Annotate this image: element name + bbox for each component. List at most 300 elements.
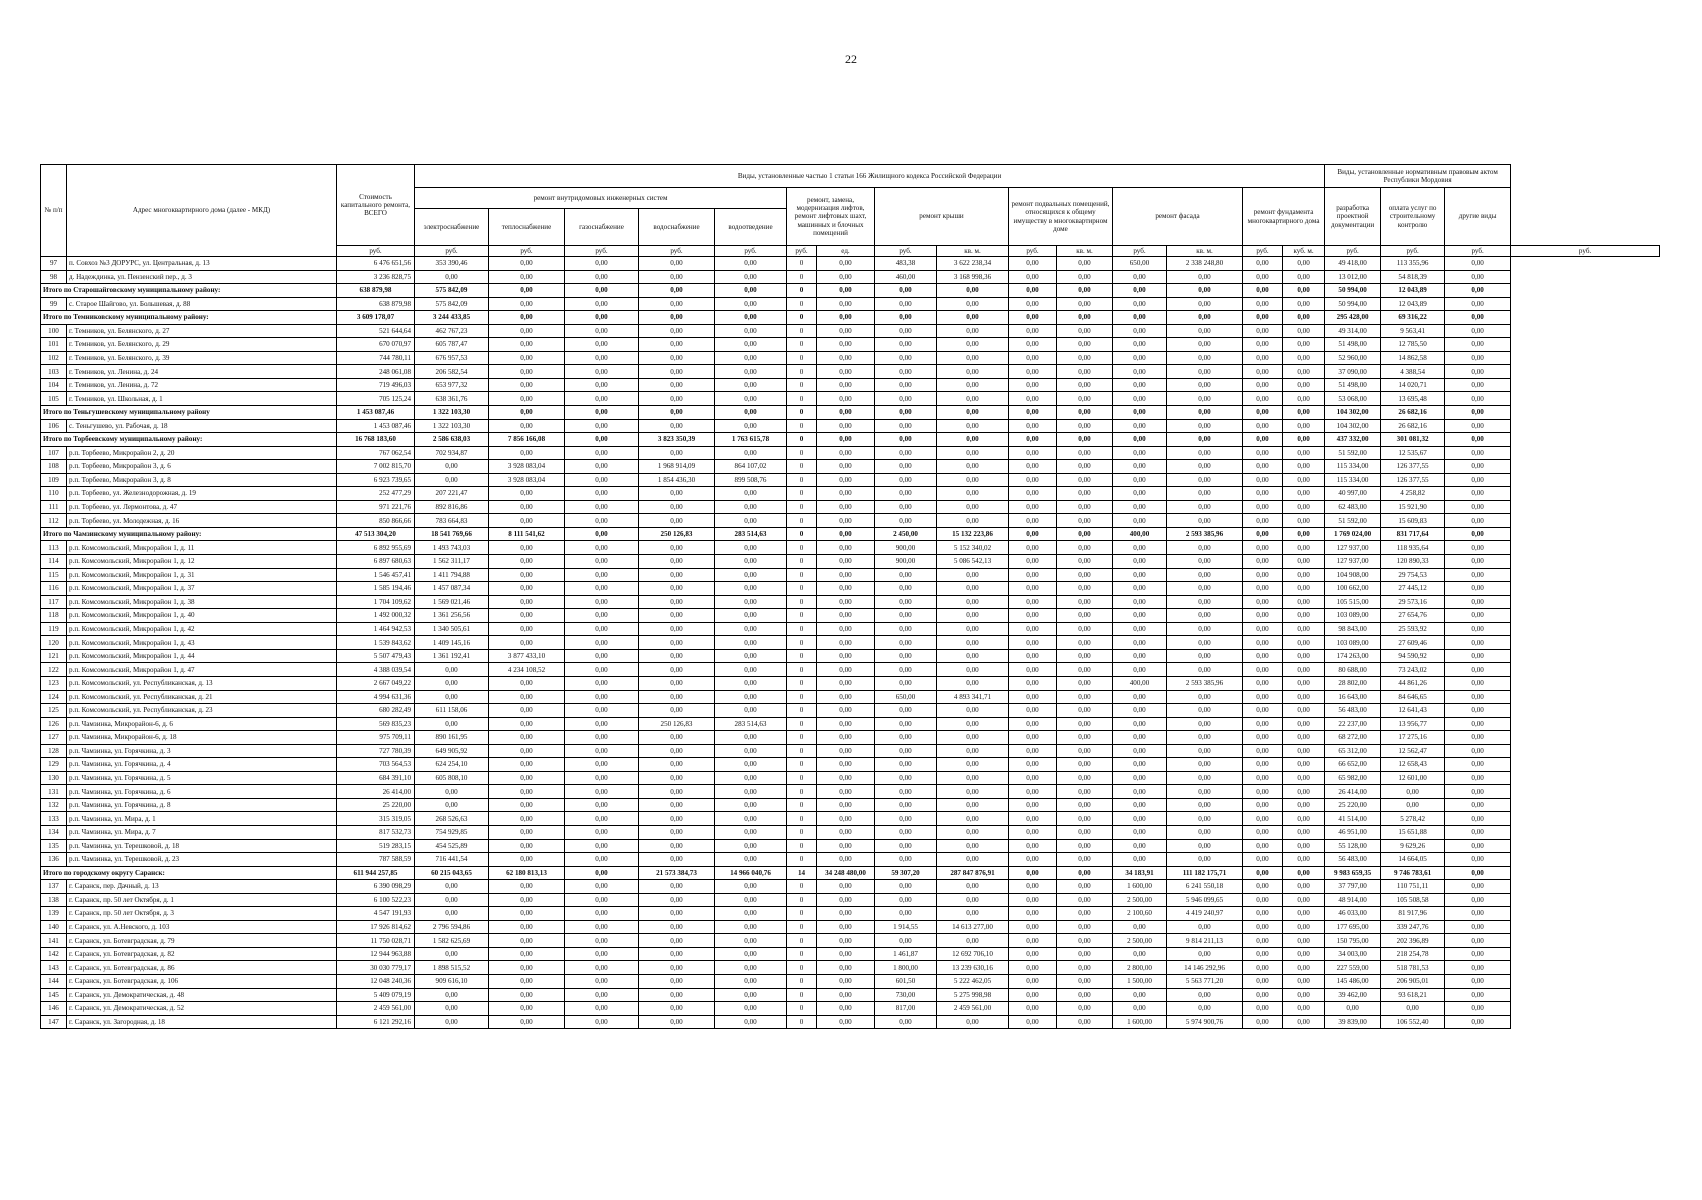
subtotal-value: 638 879,98 xyxy=(337,284,415,298)
subtotal-value: 8 111 541,62 xyxy=(489,527,565,541)
row-value: 14 020,71 xyxy=(1381,378,1445,392)
unit-label: руб. xyxy=(489,246,565,257)
row-value: 0,00 xyxy=(1243,351,1283,365)
row-address: р.п. Комсомольский, ул. Республиканская, д. 21 xyxy=(67,690,337,704)
row-cost-total: 2 667 049,22 xyxy=(337,676,415,690)
row-value: 1 409 145,16 xyxy=(415,636,489,650)
row-value: 0,00 xyxy=(1167,622,1243,636)
subtotal-value: 295 428,00 xyxy=(1325,311,1381,325)
row-value: 0,00 xyxy=(489,1015,565,1029)
subtotal-value: 0,00 xyxy=(937,284,1009,298)
subtotal-value: 0,00 xyxy=(1283,406,1325,420)
row-value: 0,00 xyxy=(1283,392,1325,406)
sewer-header: водоотведение xyxy=(715,209,787,246)
row-value: 0,00 xyxy=(1243,338,1283,352)
row-value: 0,00 xyxy=(937,839,1009,853)
row-value: 3 622 238,34 xyxy=(937,257,1009,271)
table-row xyxy=(41,365,1660,379)
row-cost-total: 7 002 815,70 xyxy=(337,460,415,474)
row-number: 124 xyxy=(41,690,67,704)
row-value: 13 695,48 xyxy=(1381,392,1445,406)
subtotal-value: 7 856 166,08 xyxy=(489,433,565,447)
row-value: 0,00 xyxy=(1167,541,1243,555)
row-value: 0,00 xyxy=(937,351,1009,365)
row-address: г. Саранск, ул. Ботевградская, д. 82 xyxy=(67,947,337,961)
row-value: 0,00 xyxy=(489,622,565,636)
subtotal-value: 0,00 xyxy=(1243,433,1283,447)
unit-label: кв. м. xyxy=(1057,246,1113,257)
row-value: 702 934,87 xyxy=(415,446,489,460)
row-number: 147 xyxy=(41,1015,67,1029)
row-value: 0,00 xyxy=(1243,324,1283,338)
row-value: 611 158,06 xyxy=(415,704,489,718)
row-value: 104 302,00 xyxy=(1325,419,1381,433)
row-number: 135 xyxy=(41,839,67,853)
gas-header: газоснабжение xyxy=(565,209,639,246)
row-value: 12 535,67 xyxy=(1381,446,1445,460)
row-value: 0,00 xyxy=(565,460,639,474)
row-value: 0 xyxy=(787,541,817,555)
row-value: 0,00 xyxy=(1243,663,1283,677)
row-value: 0,00 xyxy=(1113,270,1167,284)
row-value: 0,00 xyxy=(817,500,875,514)
row-value: 0,00 xyxy=(875,676,937,690)
table-row xyxy=(41,825,1660,839)
row-value: 49 314,00 xyxy=(1325,324,1381,338)
row-value: 29 573,16 xyxy=(1381,595,1445,609)
row-cost-total: 2 459 561,00 xyxy=(337,1002,415,1016)
row-value: 624 254,10 xyxy=(415,758,489,772)
subtotal-value: 287 847 876,91 xyxy=(937,866,1009,880)
row-value: 0,00 xyxy=(1445,324,1511,338)
row-cost-total: 850 866,66 xyxy=(337,514,415,528)
row-value: 483,38 xyxy=(875,257,937,271)
water-header: водоснабжение xyxy=(639,209,715,246)
row-value: 12 692 706,10 xyxy=(937,947,1009,961)
row-value: 0,00 xyxy=(1243,717,1283,731)
row-value: 0,00 xyxy=(937,1015,1009,1029)
row-value: 0,00 xyxy=(1283,338,1325,352)
row-value: 0,00 xyxy=(715,392,787,406)
row-value: 0,00 xyxy=(875,771,937,785)
row-value: 0,00 xyxy=(1009,812,1057,826)
row-value: 605 787,47 xyxy=(415,338,489,352)
design-header: разработка проектной документации xyxy=(1325,188,1381,246)
row-value: 0 xyxy=(787,500,817,514)
row-value: 0,00 xyxy=(1243,419,1283,433)
row-value: 0,00 xyxy=(565,473,639,487)
row-cost-total: 6 892 955,69 xyxy=(337,541,415,555)
row-value: 0,00 xyxy=(1057,785,1113,799)
row-value: 0,00 xyxy=(1009,270,1057,284)
row-value: 0,00 xyxy=(1283,988,1325,1002)
row-value: 0,00 xyxy=(1057,1015,1113,1029)
table-row xyxy=(41,460,1660,474)
row-value: 3 877 433,10 xyxy=(489,649,565,663)
subtotal-value: 0,00 xyxy=(1057,866,1113,880)
row-value: 4 258,82 xyxy=(1381,487,1445,501)
row-value: 0,00 xyxy=(875,704,937,718)
row-value: 0,00 xyxy=(1009,704,1057,718)
row-value: 4 893 341,71 xyxy=(937,690,1009,704)
row-value: 0,00 xyxy=(875,663,937,677)
row-value: 0,00 xyxy=(937,582,1009,596)
row-value: 126 377,55 xyxy=(1381,473,1445,487)
row-value: 0,00 xyxy=(875,297,937,311)
row-value: 0,00 xyxy=(1167,636,1243,650)
row-value: 0,00 xyxy=(1167,595,1243,609)
row-address: р.п. Чамзинка, ул. Мира, д. 1 xyxy=(67,812,337,826)
subtotal-value: 0,00 xyxy=(1057,406,1113,420)
row-value: 0,00 xyxy=(415,907,489,921)
row-value: 0,00 xyxy=(817,257,875,271)
supervision-header: оплата услуг по строительному контролю xyxy=(1381,188,1445,246)
row-value: 0,00 xyxy=(1445,446,1511,460)
row-number: 142 xyxy=(41,947,67,961)
row-value: 0,00 xyxy=(1009,880,1057,894)
subtotal-value: 0,00 xyxy=(1009,866,1057,880)
row-value: 0,00 xyxy=(817,974,875,988)
row-number: 97 xyxy=(41,257,67,271)
row-value: 0,00 xyxy=(565,392,639,406)
subtotal-value: 111 182 175,71 xyxy=(1167,866,1243,880)
row-value: 0,00 xyxy=(1057,853,1113,867)
row-value: 12 601,00 xyxy=(1381,771,1445,785)
table-row xyxy=(41,988,1660,1002)
row-number: 120 xyxy=(41,636,67,650)
row-value: 1 361 256,56 xyxy=(415,609,489,623)
table-row xyxy=(41,731,1660,745)
row-value: 0,00 xyxy=(565,771,639,785)
unit-label: ед. xyxy=(817,246,875,257)
row-value: 0,00 xyxy=(489,731,565,745)
row-value: 0,00 xyxy=(1243,690,1283,704)
row-value: 0,00 xyxy=(1243,893,1283,907)
subtotal-value: 3 823 350,39 xyxy=(639,433,715,447)
unit-label: руб. xyxy=(639,246,715,257)
unit-label: руб. xyxy=(1113,246,1167,257)
row-value: 650,00 xyxy=(1113,257,1167,271)
subtotal-value: 0,00 xyxy=(1445,527,1511,541)
row-value: 0,00 xyxy=(817,392,875,406)
row-value: 0,00 xyxy=(415,947,489,961)
subtotal-value: 0,00 xyxy=(489,311,565,325)
row-value: 0,00 xyxy=(1243,609,1283,623)
row-value: 0,00 xyxy=(715,487,787,501)
row-value: 0,00 xyxy=(817,676,875,690)
row-value: 0,00 xyxy=(1243,582,1283,596)
row-value: 0,00 xyxy=(1243,595,1283,609)
row-value: 0,00 xyxy=(817,595,875,609)
row-value: 0,00 xyxy=(1057,460,1113,474)
row-value: 0,00 xyxy=(1167,568,1243,582)
row-address: р.п. Торбеево, Микрорайон 3, д. 8 xyxy=(67,473,337,487)
row-value: 0,00 xyxy=(715,500,787,514)
row-value: 13 239 630,16 xyxy=(937,961,1009,975)
row-value: 0,00 xyxy=(565,704,639,718)
row-value: 0,00 xyxy=(817,568,875,582)
row-value: 0 xyxy=(787,825,817,839)
row-value: 0,00 xyxy=(1113,920,1167,934)
row-value: 0,00 xyxy=(1057,595,1113,609)
row-value: 0,00 xyxy=(1113,500,1167,514)
row-value: 0,00 xyxy=(1167,771,1243,785)
row-value: 601,50 xyxy=(875,974,937,988)
row-value: 0,00 xyxy=(489,324,565,338)
row-value: 2 100,60 xyxy=(1113,907,1167,921)
row-value: 890 161,95 xyxy=(415,731,489,745)
subtotal-value: 0,00 xyxy=(1243,866,1283,880)
row-value: 0,00 xyxy=(639,1002,715,1016)
row-value: 0,00 xyxy=(715,555,787,569)
row-value: 0,00 xyxy=(1283,825,1325,839)
row-cost-total: 519 283,15 xyxy=(337,839,415,853)
table-row xyxy=(41,934,1660,948)
row-value: 115 334,00 xyxy=(1325,473,1381,487)
subtotal-value: 0 xyxy=(787,527,817,541)
row-value: 0,00 xyxy=(1009,541,1057,555)
row-value: 0,00 xyxy=(875,1015,937,1029)
row-value: 0,00 xyxy=(1445,880,1511,894)
row-value: 0,00 xyxy=(565,257,639,271)
row-value: 0,00 xyxy=(1009,663,1057,677)
row-value: 0,00 xyxy=(1283,812,1325,826)
row-value: 0,00 xyxy=(817,934,875,948)
row-value: 17 275,16 xyxy=(1381,731,1445,745)
row-value: 51 592,00 xyxy=(1325,514,1381,528)
row-value: 0,00 xyxy=(1283,351,1325,365)
row-value: 0,00 xyxy=(1445,704,1511,718)
row-value: 0,00 xyxy=(565,324,639,338)
row-value: 0,00 xyxy=(1057,731,1113,745)
row-value: 12 785,50 xyxy=(1381,338,1445,352)
row-value: 0,00 xyxy=(1167,785,1243,799)
row-value: 0,00 xyxy=(1283,622,1325,636)
subtotal-value: 0,00 xyxy=(639,311,715,325)
row-address: р.п. Торбеево, ул. Железнодорожная, д. 19 xyxy=(67,487,337,501)
row-address: р.п. Чамзинка, ул. Горячкина, д. 5 xyxy=(67,771,337,785)
row-value: 0,00 xyxy=(817,812,875,826)
row-value: 0,00 xyxy=(875,731,937,745)
row-value: 0,00 xyxy=(1243,257,1283,271)
row-value: 0,00 xyxy=(1057,704,1113,718)
row-value: 0,00 xyxy=(1009,514,1057,528)
row-value: 0,00 xyxy=(1009,460,1057,474)
row-value: 0,00 xyxy=(1243,771,1283,785)
row-value: 0,00 xyxy=(489,947,565,961)
row-value: 0,00 xyxy=(875,473,937,487)
row-value: 0,00 xyxy=(1167,839,1243,853)
row-value: 0,00 xyxy=(1167,338,1243,352)
row-value: 0,00 xyxy=(1243,473,1283,487)
row-value: 0,00 xyxy=(639,676,715,690)
row-value: 0,00 xyxy=(937,649,1009,663)
row-value: 37 797,00 xyxy=(1325,880,1381,894)
row-value: 0,00 xyxy=(875,893,937,907)
row-value: 0,00 xyxy=(875,392,937,406)
row-value: 0,00 xyxy=(1057,351,1113,365)
row-value: 0,00 xyxy=(1167,473,1243,487)
row-value: 0,00 xyxy=(1167,392,1243,406)
row-value: 0,00 xyxy=(1113,460,1167,474)
row-value: 0 xyxy=(787,839,817,853)
row-value: 0,00 xyxy=(1113,744,1167,758)
row-value: 4 234 108,52 xyxy=(489,663,565,677)
row-value: 0,00 xyxy=(1445,961,1511,975)
row-number: 111 xyxy=(41,500,67,514)
row-cost-total: 6 923 739,65 xyxy=(337,473,415,487)
row-value: 0,00 xyxy=(1113,812,1167,826)
row-value: 0,00 xyxy=(1325,1002,1381,1016)
subtotal-value: 0,00 xyxy=(1243,527,1283,541)
row-value: 0,00 xyxy=(715,649,787,663)
row-value: 0,00 xyxy=(1057,880,1113,894)
row-value: 0,00 xyxy=(1283,514,1325,528)
row-value: 0,00 xyxy=(1283,582,1325,596)
row-value: 206 582,54 xyxy=(415,365,489,379)
row-value: 0,00 xyxy=(715,514,787,528)
table-row xyxy=(41,690,1660,704)
row-value: 15 609,83 xyxy=(1381,514,1445,528)
row-value: 0,00 xyxy=(1057,920,1113,934)
subtotal-value: 0,00 xyxy=(565,433,639,447)
row-value: 0,00 xyxy=(875,744,937,758)
row-value: 0,00 xyxy=(1243,297,1283,311)
row-cost-total: 6 476 651,56 xyxy=(337,257,415,271)
electric-header: электроснабжение xyxy=(415,209,489,246)
row-value: 0,00 xyxy=(817,771,875,785)
row-value: 0,00 xyxy=(875,636,937,650)
row-address: р.п. Торбеево, ул. Лермонтова, д. 47 xyxy=(67,500,337,514)
row-value: 0,00 xyxy=(1283,270,1325,284)
row-value: 3 168 998,36 xyxy=(937,270,1009,284)
row-value: 104 908,00 xyxy=(1325,568,1381,582)
row-value: 105 515,00 xyxy=(1325,595,1381,609)
group-regional-header: Виды, установленные нормативным правовым актом Республики Мордовия xyxy=(1325,165,1511,188)
subtotal-value: 301 081,32 xyxy=(1381,433,1445,447)
row-value: 0,00 xyxy=(715,419,787,433)
row-value: 0,00 xyxy=(715,798,787,812)
row-value: 0,00 xyxy=(415,988,489,1002)
row-value: 0,00 xyxy=(715,920,787,934)
row-value: 0,00 xyxy=(565,270,639,284)
subtotal-value: 69 316,22 xyxy=(1381,311,1445,325)
capital-repair-table xyxy=(40,164,1660,1029)
row-value: 0,00 xyxy=(639,270,715,284)
row-value: 0,00 xyxy=(937,622,1009,636)
basement-header: ремонт подвальных помещений, относящихся к общему имуществу в многоквартирном доме xyxy=(1009,188,1113,246)
row-cost-total: 1 704 109,62 xyxy=(337,595,415,609)
row-value: 0,00 xyxy=(1113,595,1167,609)
row-value: 0,00 xyxy=(1009,419,1057,433)
row-value: 0,00 xyxy=(1243,487,1283,501)
row-value: 0,00 xyxy=(415,785,489,799)
row-value: 0,00 xyxy=(1057,270,1113,284)
row-value: 0,00 xyxy=(1445,839,1511,853)
row-number: 127 xyxy=(41,731,67,745)
row-value: 0,00 xyxy=(565,609,639,623)
row-value: 0,00 xyxy=(489,419,565,433)
row-value: 0,00 xyxy=(1283,758,1325,772)
row-value: 0,00 xyxy=(639,636,715,650)
table-row xyxy=(41,907,1660,921)
row-value: 0,00 xyxy=(875,853,937,867)
row-value: 1 569 021,46 xyxy=(415,595,489,609)
row-value: 127 937,00 xyxy=(1325,541,1381,555)
subtotal-value: 0,00 xyxy=(937,406,1009,420)
row-value: 0,00 xyxy=(1167,419,1243,433)
row-value: 0,00 xyxy=(489,690,565,704)
row-value: 0,00 xyxy=(1445,771,1511,785)
row-value: 0,00 xyxy=(1445,1015,1511,1029)
row-value: 0,00 xyxy=(1445,257,1511,271)
row-value: 0 xyxy=(787,636,817,650)
row-value: 0,00 xyxy=(715,961,787,975)
row-value: 5 275 998,98 xyxy=(937,988,1009,1002)
row-value: 0,00 xyxy=(1113,297,1167,311)
col-num-header: № п/п xyxy=(41,165,67,257)
row-value: 0,00 xyxy=(639,419,715,433)
row-value: 0,00 xyxy=(1009,717,1057,731)
subtotal-value: 1 769 024,00 xyxy=(1325,527,1381,541)
row-value: 0,00 xyxy=(875,378,937,392)
row-value: 0,00 xyxy=(937,460,1009,474)
table-row xyxy=(41,785,1660,799)
row-value: 0,00 xyxy=(1009,257,1057,271)
row-number: 101 xyxy=(41,338,67,352)
row-value: 0,00 xyxy=(1167,690,1243,704)
row-value: 0,00 xyxy=(937,473,1009,487)
row-number: 123 xyxy=(41,676,67,690)
row-value: 1 800,00 xyxy=(875,961,937,975)
row-value: 462 767,23 xyxy=(415,324,489,338)
row-value: 0,00 xyxy=(1283,880,1325,894)
row-value: 80 688,00 xyxy=(1325,663,1381,677)
row-value: 0,00 xyxy=(639,257,715,271)
row-value: 26 414,00 xyxy=(1325,785,1381,799)
row-value: 62 483,00 xyxy=(1325,500,1381,514)
subtotal-value: 0,00 xyxy=(817,527,875,541)
row-value: 0,00 xyxy=(937,514,1009,528)
row-value: 0,00 xyxy=(489,758,565,772)
row-value: 0,00 xyxy=(937,704,1009,718)
table-row xyxy=(41,853,1660,867)
row-value: 0,00 xyxy=(875,500,937,514)
row-cost-total: 787 588,59 xyxy=(337,853,415,867)
row-value: 0,00 xyxy=(1445,419,1511,433)
table-row xyxy=(41,392,1660,406)
row-value: 0,00 xyxy=(1057,392,1113,406)
row-value: 0,00 xyxy=(1113,663,1167,677)
row-value: 0,00 xyxy=(565,988,639,1002)
row-address: р.п. Чамзинка, ул. Горячкина, д. 3 xyxy=(67,744,337,758)
row-number: 138 xyxy=(41,893,67,907)
row-value: 0,00 xyxy=(1167,717,1243,731)
row-value: 0 xyxy=(787,1002,817,1016)
row-value: 0,00 xyxy=(1243,636,1283,650)
row-value: 0,00 xyxy=(489,514,565,528)
row-address: г. Темников, ул. Ленина, д. 72 xyxy=(67,378,337,392)
row-value: 0 xyxy=(787,934,817,948)
row-value: 0,00 xyxy=(715,812,787,826)
row-value: 0,00 xyxy=(1009,568,1057,582)
row-value: 65 982,00 xyxy=(1325,771,1381,785)
row-value: 52 960,00 xyxy=(1325,351,1381,365)
subtotal-value: 0,00 xyxy=(1057,527,1113,541)
row-value: 0,00 xyxy=(1283,541,1325,555)
row-value: 0 xyxy=(787,961,817,975)
row-value: 0,00 xyxy=(565,636,639,650)
